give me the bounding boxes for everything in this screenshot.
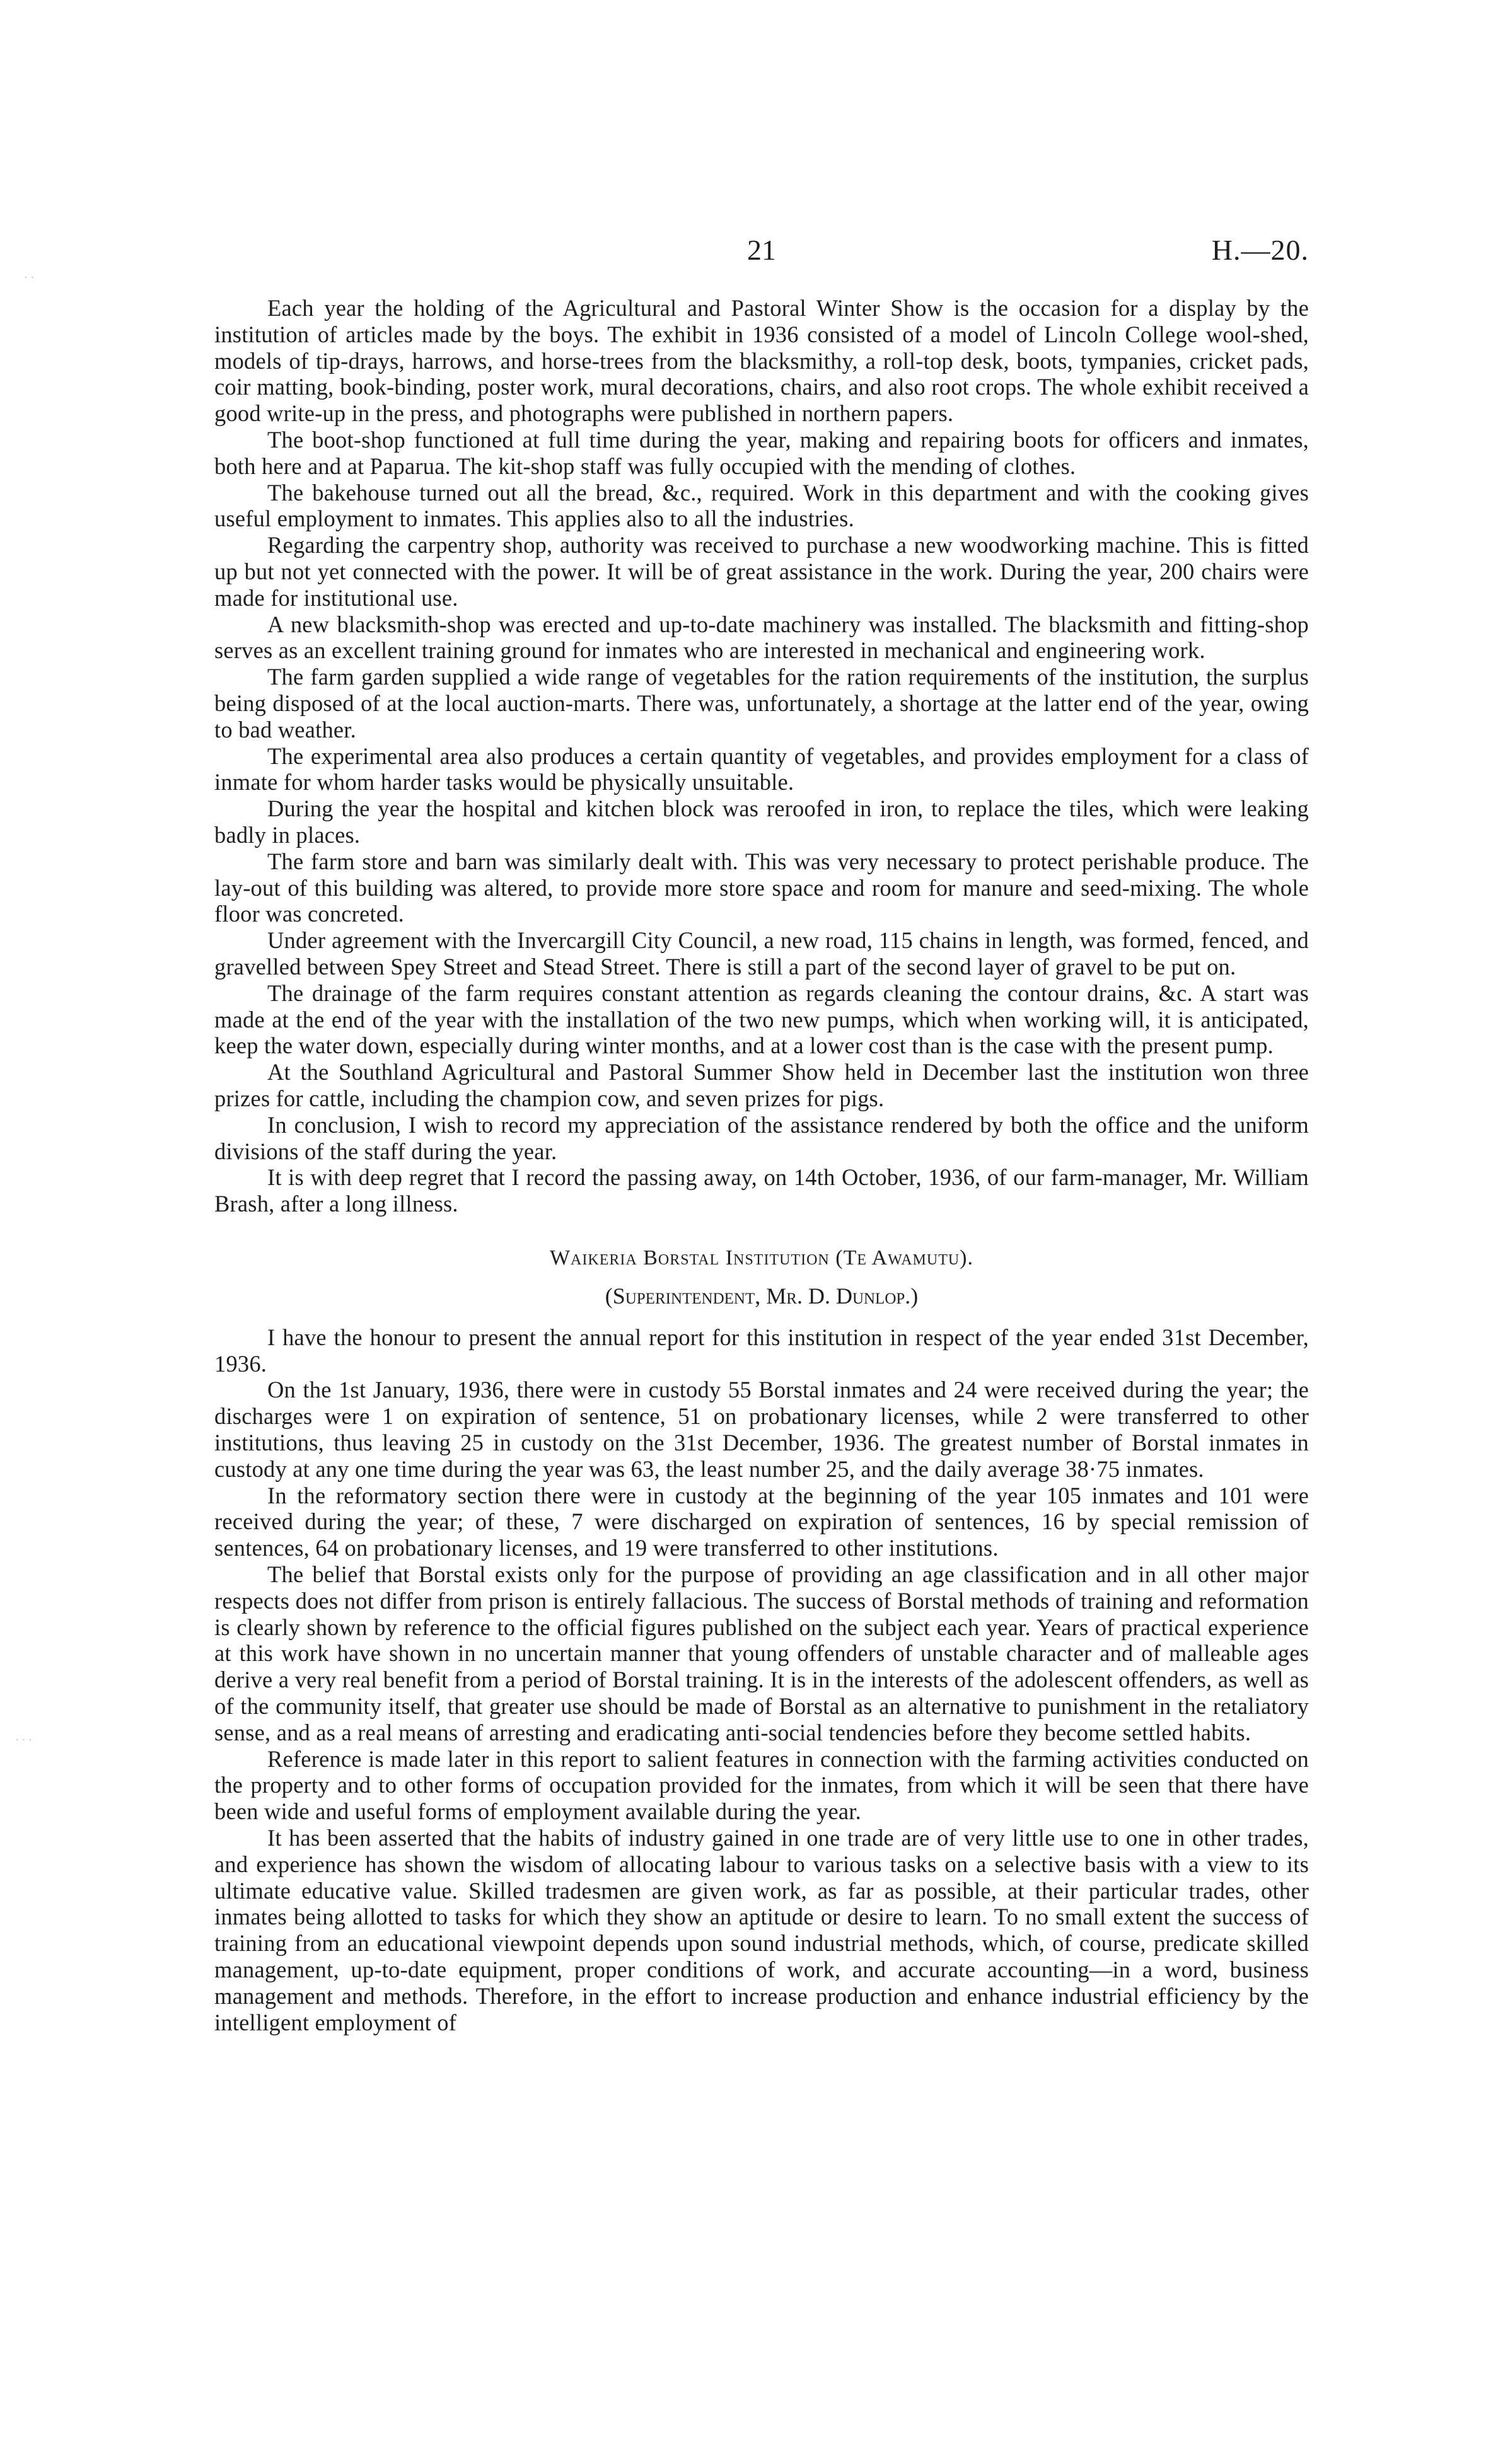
paragraph: During the year the hospital and kitchen block was reroofed in iron, to replace the tiles, which were leaking badly in places. bbox=[214, 795, 1309, 848]
paragraph: Under agreement with the Invercargill City Council, a new road, 115 chains in length, was formed, fenced, and gravelled between Spey Street and Stead Street. There is still a part of the second layer of gravel to be put on. bbox=[214, 927, 1309, 980]
paragraph: Each year the holding of the Agricultural and Pastoral Winter Show is the occasion for a display by the institution of articles made by the boys. The exhibit in 1936 consisted of a model of Lincoln College wool-shed, models of tip-drays, harrows, and horse-trees from the blacksmithy, a roll-top desk, boots, tympanies, cricket pads, coir matting, book-binding, poster work, mural decorations, chairs, and also root crops. The whole exhibit received a good write-up in the press, and photographs were published in northern papers. bbox=[214, 295, 1309, 427]
paragraph: Reference is made later in this report to salient features in connection with the farming activities conducted on the property and to other forms of occupation provided for the inmates, from which it will be seen that there have been wide and useful forms of employment available during the year. bbox=[214, 1745, 1309, 1825]
page-number: 21 bbox=[747, 234, 776, 266]
paragraph: The farm store and barn was similarly dealt with. This was very necessary to protect perishable produce. The lay-out of this building was altered, to provide more store space and room for manure and seed-mixing. The whole floor was concreted. bbox=[214, 848, 1309, 927]
paragraph: I have the honour to present the annual report for this institution in respect of the year ended 31st December, 1936. bbox=[214, 1324, 1309, 1377]
paragraph: The boot-shop functioned at full time during the year, making and repairing boots for officers and inmates, both here and at Paparua. The kit-shop staff was fully occupied with the mending of clothes. bbox=[214, 426, 1309, 479]
page-header bbox=[214, 228, 1309, 279]
paragraph: Regarding the carpentry shop, authority was received to purchase a new woodworking machine. This is fitted up but not yet connected with the power. It will be of great assistance in the work. During the year, 200 chairs were made for institutional use. bbox=[214, 532, 1309, 611]
paragraph: The belief that Borstal exists only for the purpose of providing an age classification and in all other major respects does not differ from prison is entirely fallacious. The success of Borstal methods of training and reformation is clearly shown by reference to the official figures published on the subject each year. Years of practical experience at this work have shown in no uncertain manner that young offenders of unstable character and of malleable ages derive a very real benefit from a period of Borstal training. It is in the interests of the adolescent offenders, as well as of the community itself, that greater use should be made of Borstal as an alternative to punishment in the retaliatory sense, and as a real means of arresting and eradicating anti-social tendencies before they become settled habits. bbox=[214, 1561, 1309, 1745]
section-subtitle: (Superintendent, Mr. D. Dunlop.) bbox=[605, 1283, 919, 1309]
document-reference: H.—20. bbox=[1211, 234, 1309, 266]
section-title: Waikeria Borstal Institution (Te Awamutu). bbox=[549, 1246, 974, 1270]
paragraph: It is with deep regret that I record the passing away, on 14th October, 1936, of our farm-manager, Mr. William Brash, after a long illness. bbox=[214, 1164, 1309, 1217]
scan-artifact: · · · bbox=[15, 1733, 32, 1746]
paragraph: In the reformatory section there were in custody at the beginning of the year 105 inmates and 101 were received during the year; of these, 7 were discharged on expiration of sentences, 16 by special remission of sentences, 64 on probationary licenses, and 19 were transferred to other institutions. bbox=[214, 1482, 1309, 1561]
paragraph: At the Southland Agricultural and Pastoral Summer Show held in December last the institution won three prizes for cattle, including the champion cow, and seven prizes for pigs. bbox=[214, 1059, 1309, 1111]
paragraph: The farm garden supplied a wide range of vegetables for the ration requirements of the institution, the surplus being disposed of at the local auction-marts. There was, unfortunately, a shortage at the latter end of the year, owing to bad weather. bbox=[214, 664, 1309, 743]
paragraph: The drainage of the farm requires constant attention as regards cleaning the contour drains, &c. A start was made at the end of the year with the installation of the two new pumps, which when working will, it is anticipated, keep the water down, especially during winter months, and at a lower cost than is the case with the present pump. bbox=[214, 980, 1309, 1059]
report-body bbox=[214, 295, 1309, 2035]
scan-artifact: · · bbox=[24, 271, 35, 284]
paragraph: A new blacksmith-shop was erected and up-to-date machinery was installed. The blacksmith and fitting-shop serves as an excellent training ground for inmates who are interested in mechanical and engineering work. bbox=[214, 611, 1309, 664]
paragraph: The bakehouse turned out all the bread, &c., required. Work in this department and with the cooking gives useful employment to inmates. This applies also to all the industries. bbox=[214, 479, 1309, 532]
paragraph: In conclusion, I wish to record my appreciation of the assistance rendered by both the office and the uniform divisions of the staff during the year. bbox=[214, 1111, 1309, 1164]
paragraph: It has been asserted that the habits of industry gained in one trade are of very little use to one in other trades, and experience has shown the wisdom of allocating labour to various tasks on a selective basis with a view to its ultimate educative value. Skilled tradesmen are given work, as far as possible, at their particular trades, other inmates being allotted to tasks for which they show an aptitude or desire to learn. To no small extent the success of training from an educational viewpoint depends upon sound industrial methods, which, of course, predicate skilled management, up-to-date equipment, proper conditions of work, and accurate accounting—in a word, business management and methods. Therefore, in the effort to increase production and enhance industrial efficiency by the intelligent employment of bbox=[214, 1825, 1309, 2035]
paragraph: The experimental area also produces a certain quantity of vegetables, and provides employment for a class of inmate for whom harder tasks would be physically unsuitable. bbox=[214, 743, 1309, 795]
paragraph: On the 1st January, 1936, there were in custody 55 Borstal inmates and 24 were received during the year; the discharges were 1 on expiration of sentence, 51 on probationary licenses, while 2 were transferred to other institutions, thus leaving 25 in custody on the 31st December, 1936. The greatest number of Borstal inmates in custody at any one time during the year was 63, the least number 25, and the daily average 38·75 inmates. bbox=[214, 1377, 1309, 1482]
